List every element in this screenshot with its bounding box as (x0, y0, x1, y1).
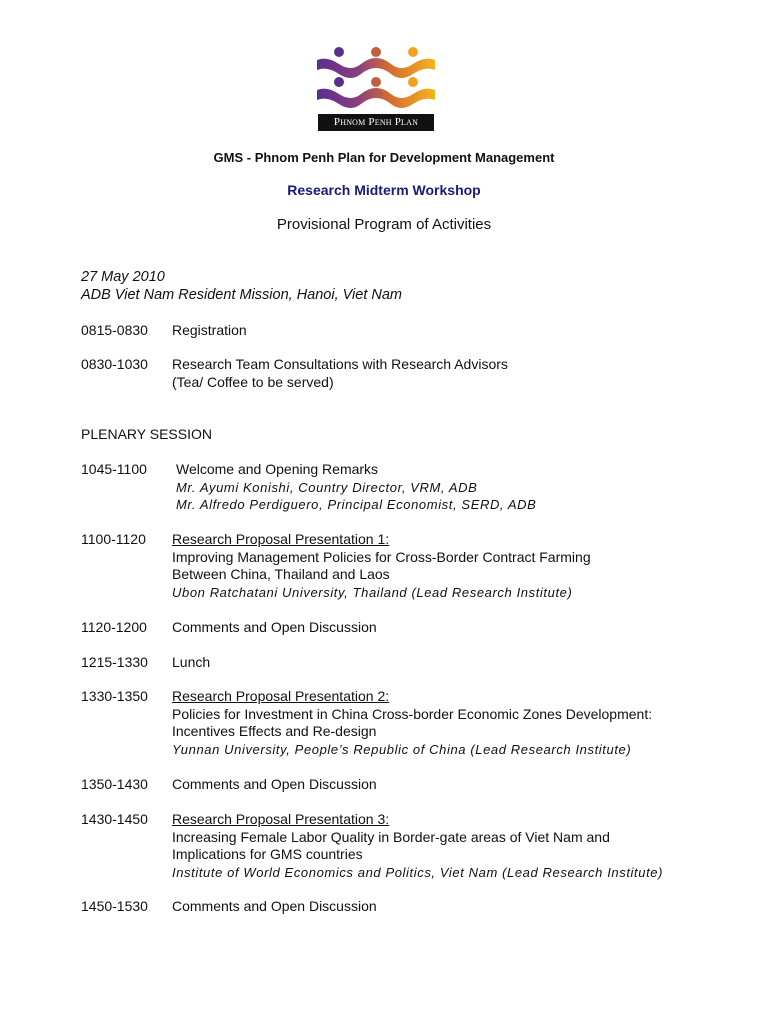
item-title: Welcome and Opening Remarks (176, 461, 379, 477)
item-time: 1045-1100 (81, 461, 147, 477)
item-description: Improving Management Policies for Cross-Border Contract Farming (172, 548, 591, 565)
logo-wordmark: Phnom Penh Plan (318, 114, 434, 131)
item-time: 1215-1330 (81, 654, 148, 670)
item-title: Research Proposal Presentation 1: (172, 531, 390, 547)
item-time: 0830-1030 (81, 356, 148, 372)
item-time: 1120-1200 (81, 619, 147, 635)
item-time: 1100-1120 (81, 531, 146, 547)
document-title: GMS - Phnom Penh Plan for Development Management (213, 150, 555, 165)
item-title: Lunch (172, 654, 211, 670)
speaker-name: Mr. Ayumi Konishi, Country Director, VRM, ADB (176, 479, 478, 495)
item-title: Research Proposal Presentation 3: (172, 811, 390, 827)
item-time: 1350-1430 (81, 776, 148, 792)
program-heading: Provisional Program of Activities (276, 216, 492, 233)
lead-institute: Institute of World Economics and Politics, Viet Nam (Lead Research Institute) (172, 864, 664, 880)
item-time: 0815-0830 (81, 322, 148, 338)
lead-institute: Ubon Ratchatani University, Thailand (Lead Research Institute) (172, 584, 573, 600)
item-description: Between China, Thailand and Laos (172, 566, 390, 582)
event-venue: ADB Viet Nam Resident Mission, Hanoi, Viet Nam (81, 287, 403, 303)
section-heading: PLENARY SESSION (81, 426, 212, 442)
workshop-subtitle: Research Midterm Workshop (287, 182, 481, 198)
lead-institute: Yunnan University, People’s Republic of China (Lead Research Institute) (172, 741, 632, 757)
item-title: Comments and Open Discussion (172, 776, 377, 792)
item-time: 1430-1450 (81, 811, 148, 827)
item-title: Comments and Open Discussion (172, 898, 377, 914)
speaker-name: Mr. Alfredo Perdiguero, Principal Economist, SERD, ADB (176, 497, 537, 512)
item-description: Incentives Effects and Re-design (172, 723, 377, 739)
people-figures-logo-icon (315, 44, 437, 112)
item-title: Research Proposal Presentation 2: (172, 688, 390, 704)
item-time: 1330-1350 (81, 688, 148, 704)
item-description: Policies for Investment in China Cross-border Economic Zones Development: (172, 705, 653, 722)
item-title: Comments and Open Discussion (172, 619, 377, 635)
item-description: Implications for GMS countries (172, 846, 363, 862)
item-time: 1450-1530 (81, 898, 148, 914)
logo (315, 44, 437, 131)
item-title: Research Team Consultations with Research Advisors (172, 356, 508, 372)
event-date: 27 May 2010 (81, 269, 165, 285)
item-description: Increasing Female Labor Quality in Border-gate areas of Viet Nam and (172, 828, 610, 845)
item-note: (Tea/ Coffee to be served) (172, 373, 334, 390)
item-title: Registration (172, 322, 247, 338)
